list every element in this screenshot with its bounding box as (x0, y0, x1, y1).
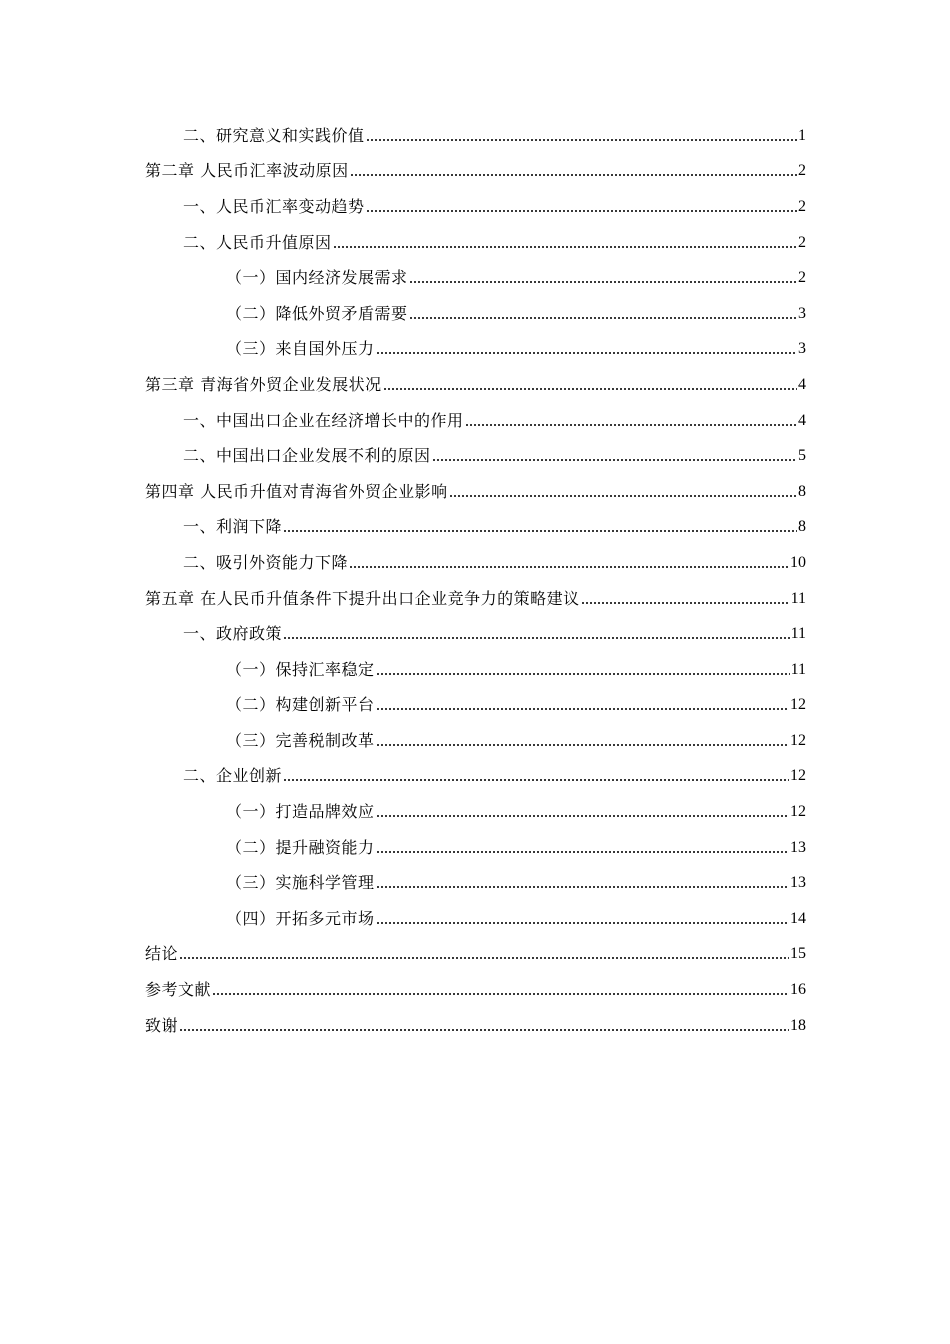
toc-page-number: 15 (790, 945, 806, 963)
toc-dot-leader (350, 173, 797, 177)
toc-page-number: 12 (790, 696, 806, 714)
toc-entry[interactable] (0, 118, 950, 154)
toc-entry[interactable] (0, 652, 950, 688)
toc-dot-leader (376, 850, 789, 854)
toc-entry-title: 二、中国出口企业发展不利的原因 (183, 446, 431, 466)
table-of-contents (0, 118, 950, 1043)
toc-entry[interactable] (0, 367, 950, 403)
toc-entry-title: 第五章 在人民币升值条件下提升出口企业竞争力的策略建议 (145, 588, 580, 608)
toc-entry-title: （一）国内经济发展需求 (226, 268, 408, 288)
toc-entry-title: 一、人民币汇率变动趋势 (183, 196, 365, 216)
toc-page-number: 12 (790, 767, 806, 785)
toc-entry[interactable] (0, 296, 950, 332)
toc-dot-leader (333, 245, 797, 249)
toc-page-number: 11 (790, 589, 806, 607)
toc-entry[interactable] (0, 403, 950, 439)
toc-entry[interactable] (0, 154, 950, 190)
toc-entry-title: （三）完善税制改革 (226, 730, 375, 750)
toc-entry[interactable] (0, 937, 950, 973)
toc-entry-title: （四）开拓多元市场 (226, 908, 375, 928)
toc-dot-leader (376, 885, 789, 889)
toc-entry[interactable] (0, 438, 950, 474)
toc-entry-title: 一、政府政策 (183, 624, 283, 644)
toc-entry[interactable] (0, 189, 950, 225)
toc-entry-title: 第二章 人民币汇率波动原因 (145, 161, 349, 181)
toc-entry[interactable] (0, 510, 950, 546)
toc-page-number: 14 (790, 909, 806, 927)
toc-entry[interactable] (0, 901, 950, 937)
toc-dot-leader (179, 1028, 789, 1032)
toc-dot-leader (376, 351, 797, 355)
toc-entry-title: （三）实施科学管理 (226, 873, 375, 893)
toc-entry-title: （三）来自国外压力 (226, 339, 375, 359)
toc-dot-leader (283, 529, 797, 533)
toc-entry-title: 第三章 青海省外贸企业发展状况 (145, 374, 382, 394)
toc-dot-leader (432, 458, 797, 462)
toc-entry-title: （二）降低外贸矛盾需要 (226, 303, 408, 323)
toc-page-number: 3 (798, 340, 806, 358)
toc-dot-leader (212, 992, 789, 996)
toc-entry[interactable] (0, 225, 950, 261)
toc-page-number: 12 (790, 803, 806, 821)
toc-entry[interactable] (0, 616, 950, 652)
toc-entry-title: 参考文献 (145, 980, 212, 1000)
toc-dot-leader (409, 280, 797, 284)
toc-dot-leader (376, 814, 789, 818)
toc-entry-title: 一、利润下降 (183, 517, 283, 537)
toc-dot-leader (376, 672, 790, 676)
toc-page-number: 8 (798, 482, 806, 500)
toc-dot-leader (283, 778, 789, 782)
toc-dot-leader (449, 494, 797, 498)
toc-page-number: 16 (790, 981, 806, 999)
toc-page-number: 18 (790, 1016, 806, 1034)
toc-page-number: 10 (790, 553, 806, 571)
toc-dot-leader (409, 316, 797, 320)
toc-entry-title: 致谢 (145, 1015, 179, 1035)
toc-page-number: 13 (790, 874, 806, 892)
toc-entry[interactable] (0, 260, 950, 296)
toc-page-number: 5 (798, 447, 806, 465)
toc-entry-title: （二）提升融资能力 (226, 837, 375, 857)
toc-page-number: 13 (790, 838, 806, 856)
toc-entry-title: （二）构建创新平台 (226, 695, 375, 715)
toc-dot-leader (581, 601, 790, 605)
toc-page-number: 2 (798, 197, 806, 215)
toc-page-number: 2 (798, 162, 806, 180)
toc-entry[interactable] (0, 545, 950, 581)
toc-page-number: 11 (790, 660, 806, 678)
toc-entry[interactable] (0, 581, 950, 617)
toc-entry[interactable] (0, 865, 950, 901)
toc-entry-title: （一）打造品牌效应 (226, 802, 375, 822)
toc-entry[interactable] (0, 794, 950, 830)
toc-entry[interactable] (0, 830, 950, 866)
toc-dot-leader (376, 743, 789, 747)
toc-entry-title: 结论 (145, 944, 179, 964)
toc-entry-title: 一、中国出口企业在经济增长中的作用 (183, 410, 464, 430)
toc-dot-leader (366, 209, 797, 213)
toc-entry[interactable] (0, 1008, 950, 1044)
toc-entry-title: 二、企业创新 (183, 766, 283, 786)
toc-entry[interactable] (0, 332, 950, 368)
toc-page-number: 8 (798, 518, 806, 536)
toc-dot-leader (283, 636, 790, 640)
toc-entry[interactable] (0, 759, 950, 795)
toc-page-number: 2 (798, 269, 806, 287)
toc-entry[interactable] (0, 474, 950, 510)
toc-entry[interactable] (0, 688, 950, 724)
toc-page-number: 4 (798, 375, 806, 393)
toc-page-number: 3 (798, 304, 806, 322)
toc-dot-leader (376, 921, 789, 925)
toc-page-number: 1 (798, 126, 806, 144)
toc-dot-leader (349, 565, 789, 569)
toc-page-number: 11 (790, 625, 806, 643)
toc-entry[interactable] (0, 972, 950, 1008)
toc-entry-title: （一）保持汇率稳定 (226, 659, 375, 679)
toc-entry-title: 二、人民币升值原因 (183, 232, 332, 252)
toc-dot-leader (465, 423, 797, 427)
toc-dot-leader (179, 956, 789, 960)
toc-page-number: 4 (798, 411, 806, 429)
toc-entry-title: 第四章 人民币升值对青海省外贸企业影响 (145, 481, 448, 501)
toc-entry[interactable] (0, 723, 950, 759)
toc-entry-title: 二、研究意义和实践价值 (183, 125, 365, 145)
toc-dot-leader (366, 138, 797, 142)
toc-dot-leader (376, 707, 789, 711)
toc-dot-leader (383, 387, 797, 391)
toc-page-number: 2 (798, 233, 806, 251)
toc-page-number: 12 (790, 731, 806, 749)
toc-entry-title: 二、吸引外资能力下降 (183, 552, 349, 572)
